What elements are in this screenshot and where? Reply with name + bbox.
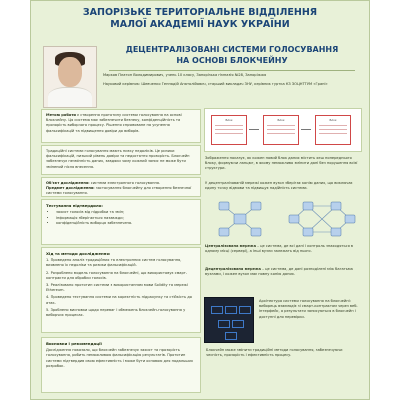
goal-box — [41, 109, 201, 143]
tested-box — [41, 199, 201, 245]
traditional-box — [41, 145, 201, 175]
list-item: • захист голосів від підробки та змін; — [56, 210, 196, 215]
central-text: – це система, де всі дані і контроль знаходяться в одному місці (сервері), а інші вузли залежать від нього. — [205, 244, 353, 254]
block-2 — [263, 115, 299, 145]
step-item: 2. Розроблено модель голосування на блокчейні, що використовує смарт-контракти для обробки голосів. — [46, 270, 188, 280]
block-3 — [315, 115, 351, 145]
decentral-label: Децентралізована мережа — [205, 267, 261, 271]
central-text-block — [205, 244, 361, 254]
authors-block — [103, 73, 365, 87]
steps-label: Хід та методи дослідження: — [46, 251, 111, 256]
list-item: • конфіденційність виборця забезпечена. — [56, 221, 196, 226]
goal-text: є створення прототипу системи голосування на основі блокчейну. Ця система має забезпечити безпеку, конфіденційність та прозорість виборчого процесу. Рішення спрямоване на усунення фальсифікацій та підвищення довіри до виборів. — [46, 113, 182, 133]
object-label: Об'єкт дослідження: — [46, 181, 90, 185]
poster — [30, 0, 370, 400]
step-item: 1. Проведено аналіз традиційних та електронних систем голосування, виявлено їх недоліки та ризики фальсифікацій. — [46, 258, 182, 268]
author-photo — [43, 46, 97, 108]
blockchain-diagram — [204, 108, 362, 152]
supervisor-info: Науковий керівник: Шевченко Геннадій Анатолійович, старший викладач ЗНУ, керівник гуртка КЗ ЗОЦНТТУМ «Грані» — [103, 81, 328, 86]
decentral-text-block — [205, 267, 361, 277]
list-item: • інформація зберігається назавжди; — [56, 216, 196, 221]
step-item: 3. Реалізовано прототип системи з використанням мови Solidity та мережі Ethereum. — [46, 283, 188, 293]
final-box — [204, 347, 362, 391]
traditional-text: Традиційні системи голосування мають низку недоліків. Це ризики фальсифікацій, низький рівень довіри та недостатня прозорість. Блокчейн забезпечує незмінність даних, завдяки чому кожний запис не може бути змінений після внесення. — [46, 149, 190, 169]
network-diagram — [212, 198, 362, 240]
poster-header — [31, 7, 369, 31]
tested-label: Тестування підтвердило: — [46, 203, 103, 208]
block-label: Блок — [225, 118, 233, 122]
header-line2: МАЛОЇ АКАДЕМІЇ НАУК УКРАЇНИ — [110, 19, 290, 30]
header-line1: ЗАПОРІЗЬКЕ ТЕРИТОРІАЛЬНЕ ВІДДІЛЕННЯ — [82, 7, 318, 18]
decentral-text: – це система, де дані розподілені між багатьма вузлами, і кожен вузол має повну копію даних. — [205, 267, 353, 277]
object-text: системи електронного голосування. — [90, 181, 161, 185]
conclusions-box — [41, 337, 201, 393]
storage-text: Зображення показує, як кожен новий блок даних містить хеш попереднього блоку, формуючи ланцюг, в якому неможливо змінити дані без порушення всієї структури. — [205, 156, 358, 171]
step-item: 4. Проведено тестування системи на коректність підрахунку та стійкість до атак. — [46, 295, 192, 305]
title-line2: НА ОСНОВІ БЛОКЧЕЙНУ — [176, 55, 288, 65]
server-node — [234, 214, 246, 224]
conclusions-text: Дослідження показало, що блокчейн забезпечує захист та прозорість голосування, робить неможливою фальсифікацію результатів. Прототип системи підтвердив свою ефективність і може бути основою для подальших розробок. — [46, 348, 193, 368]
title-line1: ДЕЦЕНТРАЛІЗОВАНІ СИСТЕМИ ГОЛОСУВАННЯ — [125, 45, 339, 54]
central-label: Централізована мережа — [205, 244, 257, 248]
student-info: Марков Платон Володимирович, учень 10 класу, Запорізька гімназія №28, Запоріжжя — [103, 73, 267, 77]
graph-text: У децентралізованій мережі кожен вузол зберігає копію даних, що виключає єдину точку відмови та підвищує надійність системи. — [205, 181, 353, 191]
poster-title — [101, 45, 363, 71]
object-subject-box — [41, 177, 201, 197]
block-label: Блок — [329, 118, 337, 122]
arch-text: Архітектура системи голосування на блокчейні: виборець взаємодіє зі смарт-контрактом через веб-інтерфейс, а результати записуються в блокчейн і доступні для перевірки. — [259, 299, 358, 319]
conclusions-label: Висновки і рекомендації — [46, 341, 102, 346]
steps-box — [41, 247, 201, 333]
block-1 — [211, 115, 247, 145]
block-label: Блок — [277, 118, 285, 122]
subject-text: застосування блокчейну для створення безпечної системи голосування. — [46, 186, 192, 196]
tested-list — [56, 210, 196, 226]
goal-label: Метою роботи — [46, 113, 76, 117]
step-item: 5. Зроблено висновки щодо переваг і обмежень блокчейн-голосування у виборчих процесах. — [46, 307, 186, 318]
subject-label: Предмет дослідження: — [46, 186, 95, 191]
final-text: Блокчейн може змінити традиційні методи голосування, забезпечуючи чесність, прозорість і ефективність процесу. — [206, 348, 343, 358]
architecture-diagram — [204, 297, 254, 343]
